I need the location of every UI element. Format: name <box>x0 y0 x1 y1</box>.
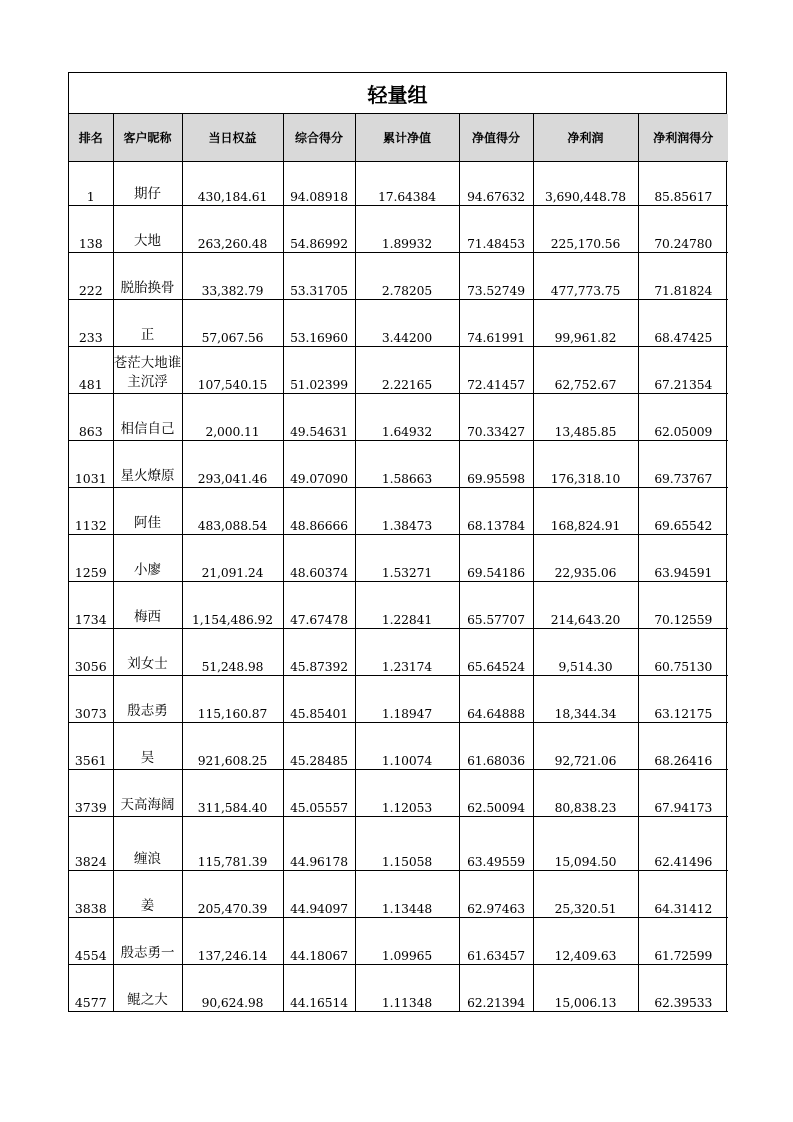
cell-net-profit: 225,170.56 <box>533 206 638 253</box>
ranking-table <box>69 114 728 1012</box>
cell-cumulative-nav: 1.38473 <box>355 488 459 535</box>
cell-equity: 483,088.54 <box>182 488 283 535</box>
cell-net-profit: 80,838.23 <box>533 770 638 817</box>
cell-nav-score: 65.57707 <box>459 582 533 629</box>
cell-net-profit: 22,935.06 <box>533 535 638 582</box>
cell-total-score: 49.54631 <box>283 394 355 441</box>
cell-net-profit-score: 60.75130 <box>638 629 728 676</box>
cell-equity: 33,382.79 <box>182 253 283 300</box>
cell-rank: 481 <box>69 347 113 394</box>
cell-total-score: 44.94097 <box>283 871 355 918</box>
cell-equity: 311,584.40 <box>182 770 283 817</box>
cell-net-profit-score: 70.12559 <box>638 582 728 629</box>
cell-nav-score: 61.68036 <box>459 723 533 770</box>
cell-cumulative-nav: 1.12053 <box>355 770 459 817</box>
cell-net-profit: 13,485.85 <box>533 394 638 441</box>
table-row <box>69 441 728 488</box>
cell-nav-score: 64.64888 <box>459 676 533 723</box>
cell-nickname: 大地 <box>113 206 182 253</box>
cell-nickname: 殷志勇 <box>113 676 182 723</box>
table-row <box>69 871 728 918</box>
cell-rank: 1132 <box>69 488 113 535</box>
cell-net-profit-score: 62.05009 <box>638 394 728 441</box>
cell-net-profit: 15,006.13 <box>533 965 638 1012</box>
cell-nickname: 天高海阔 <box>113 770 182 817</box>
cell-nav-score: 69.54186 <box>459 535 533 582</box>
table-row <box>69 676 728 723</box>
cell-equity: 107,540.15 <box>182 347 283 394</box>
table-row <box>69 723 728 770</box>
col-total-score: 综合得分 <box>283 114 355 162</box>
cell-cumulative-nav: 1.22841 <box>355 582 459 629</box>
col-net-profit-score: 净利润得分 <box>638 114 728 162</box>
cell-equity: 137,246.14 <box>182 918 283 965</box>
cell-nickname: 梅西 <box>113 582 182 629</box>
cell-nickname: 刘女士 <box>113 629 182 676</box>
table-row <box>69 535 728 582</box>
cell-equity: 430,184.61 <box>182 162 283 206</box>
cell-nav-score: 68.13784 <box>459 488 533 535</box>
cell-equity: 90,624.98 <box>182 965 283 1012</box>
cell-equity: 2,000.11 <box>182 394 283 441</box>
cell-cumulative-nav: 1.23174 <box>355 629 459 676</box>
cell-cumulative-nav: 1.58663 <box>355 441 459 488</box>
table-row <box>69 582 728 629</box>
cell-total-score: 48.86666 <box>283 488 355 535</box>
table-row <box>69 965 728 1012</box>
col-net-profit: 净利润 <box>533 114 638 162</box>
cell-rank: 4577 <box>69 965 113 1012</box>
cell-cumulative-nav: 17.64384 <box>355 162 459 206</box>
cell-cumulative-nav: 1.15058 <box>355 817 459 871</box>
sheet-title: 轻量组 <box>69 73 726 114</box>
cell-total-score: 47.67478 <box>283 582 355 629</box>
cell-cumulative-nav: 1.10074 <box>355 723 459 770</box>
cell-nav-score: 74.61991 <box>459 300 533 347</box>
cell-equity: 263,260.48 <box>182 206 283 253</box>
cell-net-profit: 3,690,448.78 <box>533 162 638 206</box>
cell-cumulative-nav: 1.13448 <box>355 871 459 918</box>
cell-nav-score: 94.67632 <box>459 162 533 206</box>
table-row <box>69 488 728 535</box>
cell-cumulative-nav: 2.78205 <box>355 253 459 300</box>
cell-nav-score: 73.52749 <box>459 253 533 300</box>
cell-net-profit-score: 69.73767 <box>638 441 728 488</box>
cell-rank: 3838 <box>69 871 113 918</box>
cell-equity: 57,067.56 <box>182 300 283 347</box>
cell-nickname: 鲲之大 <box>113 965 182 1012</box>
cell-net-profit-score: 62.41496 <box>638 817 728 871</box>
cell-cumulative-nav: 1.53271 <box>355 535 459 582</box>
cell-net-profit: 477,773.75 <box>533 253 638 300</box>
cell-net-profit-score: 85.85617 <box>638 162 728 206</box>
cell-total-score: 45.85401 <box>283 676 355 723</box>
cell-rank: 1734 <box>69 582 113 629</box>
table-row <box>69 253 728 300</box>
cell-nav-score: 70.33427 <box>459 394 533 441</box>
cell-equity: 51,248.98 <box>182 629 283 676</box>
cell-equity: 293,041.46 <box>182 441 283 488</box>
cell-nickname: 小廖 <box>113 535 182 582</box>
cell-nickname: 星火燎原 <box>113 441 182 488</box>
cell-total-score: 44.16514 <box>283 965 355 1012</box>
cell-net-profit: 9,514.30 <box>533 629 638 676</box>
cell-cumulative-nav: 1.18947 <box>355 676 459 723</box>
cell-total-score: 49.07090 <box>283 441 355 488</box>
cell-nickname: 吴 <box>113 723 182 770</box>
cell-net-profit-score: 68.47425 <box>638 300 728 347</box>
cell-nav-score: 65.64524 <box>459 629 533 676</box>
table-row <box>69 206 728 253</box>
cell-total-score: 45.28485 <box>283 723 355 770</box>
cell-equity: 921,608.25 <box>182 723 283 770</box>
cell-rank: 3056 <box>69 629 113 676</box>
cell-total-score: 94.08918 <box>283 162 355 206</box>
cell-total-score: 53.31705 <box>283 253 355 300</box>
cell-net-profit: 214,643.20 <box>533 582 638 629</box>
cell-rank: 1 <box>69 162 113 206</box>
table-row <box>69 629 728 676</box>
cell-net-profit: 15,094.50 <box>533 817 638 871</box>
cell-net-profit-score: 71.81824 <box>638 253 728 300</box>
cell-total-score: 44.96178 <box>283 817 355 871</box>
cell-rank: 3824 <box>69 817 113 871</box>
cell-rank: 1031 <box>69 441 113 488</box>
cell-cumulative-nav: 1.11348 <box>355 965 459 1012</box>
table-row <box>69 770 728 817</box>
cell-rank: 4554 <box>69 918 113 965</box>
cell-equity: 115,781.39 <box>182 817 283 871</box>
cell-rank: 3561 <box>69 723 113 770</box>
cell-rank: 1259 <box>69 535 113 582</box>
cell-rank: 138 <box>69 206 113 253</box>
cell-nav-score: 63.49559 <box>459 817 533 871</box>
cell-nickname: 期仔 <box>113 162 182 206</box>
cell-net-profit-score: 67.94173 <box>638 770 728 817</box>
cell-net-profit-score: 62.39533 <box>638 965 728 1012</box>
col-equity: 当日权益 <box>182 114 283 162</box>
header-row <box>69 114 728 162</box>
cell-nickname: 脱胎换骨 <box>113 253 182 300</box>
cell-nav-score: 61.63457 <box>459 918 533 965</box>
cell-nickname: 正 <box>113 300 182 347</box>
cell-net-profit: 92,721.06 <box>533 723 638 770</box>
cell-net-profit-score: 69.65542 <box>638 488 728 535</box>
col-rank: 排名 <box>69 114 113 162</box>
cell-total-score: 54.86992 <box>283 206 355 253</box>
cell-nickname: 阿佳 <box>113 488 182 535</box>
cell-cumulative-nav: 1.09965 <box>355 918 459 965</box>
cell-rank: 222 <box>69 253 113 300</box>
col-cumulative-nav: 累计净值 <box>355 114 459 162</box>
cell-net-profit-score: 68.26416 <box>638 723 728 770</box>
cell-net-profit: 18,344.34 <box>533 676 638 723</box>
cell-equity: 115,160.87 <box>182 676 283 723</box>
cell-net-profit: 12,409.63 <box>533 918 638 965</box>
cell-equity: 21,091.24 <box>182 535 283 582</box>
cell-nav-score: 62.21394 <box>459 965 533 1012</box>
cell-net-profit: 168,824.91 <box>533 488 638 535</box>
table-row <box>69 817 728 871</box>
cell-nav-score: 69.95598 <box>459 441 533 488</box>
table-row <box>69 394 728 441</box>
cell-nickname: 相信自己 <box>113 394 182 441</box>
cell-rank: 863 <box>69 394 113 441</box>
cell-nav-score: 71.48453 <box>459 206 533 253</box>
cell-total-score: 45.87392 <box>283 629 355 676</box>
ranking-sheet <box>68 72 727 1012</box>
cell-total-score: 53.16960 <box>283 300 355 347</box>
table-row <box>69 300 728 347</box>
cell-equity: 205,470.39 <box>182 871 283 918</box>
cell-net-profit-score: 63.94591 <box>638 535 728 582</box>
cell-rank: 3073 <box>69 676 113 723</box>
cell-equity: 1,154,486.92 <box>182 582 283 629</box>
cell-nav-score: 62.50094 <box>459 770 533 817</box>
table-row <box>69 162 728 206</box>
cell-cumulative-nav: 1.64932 <box>355 394 459 441</box>
cell-net-profit: 99,961.82 <box>533 300 638 347</box>
cell-cumulative-nav: 2.22165 <box>355 347 459 394</box>
cell-total-score: 51.02399 <box>283 347 355 394</box>
cell-nav-score: 72.41457 <box>459 347 533 394</box>
cell-net-profit: 176,318.10 <box>533 441 638 488</box>
col-nav-score: 净值得分 <box>459 114 533 162</box>
cell-total-score: 44.18067 <box>283 918 355 965</box>
cell-nickname: 苍茫大地谁主沉浮 <box>113 347 182 394</box>
cell-net-profit-score: 64.31412 <box>638 871 728 918</box>
cell-nickname: 殷志勇一 <box>113 918 182 965</box>
cell-net-profit-score: 61.72599 <box>638 918 728 965</box>
cell-nickname: 姜 <box>113 871 182 918</box>
table-row <box>69 918 728 965</box>
cell-net-profit: 62,752.67 <box>533 347 638 394</box>
table-row <box>69 347 728 394</box>
cell-total-score: 48.60374 <box>283 535 355 582</box>
cell-net-profit-score: 70.24780 <box>638 206 728 253</box>
cell-cumulative-nav: 1.89932 <box>355 206 459 253</box>
cell-rank: 233 <box>69 300 113 347</box>
cell-net-profit-score: 67.21354 <box>638 347 728 394</box>
cell-rank: 3739 <box>69 770 113 817</box>
col-nickname: 客户昵称 <box>113 114 182 162</box>
cell-cumulative-nav: 3.44200 <box>355 300 459 347</box>
cell-net-profit-score: 63.12175 <box>638 676 728 723</box>
cell-total-score: 45.05557 <box>283 770 355 817</box>
cell-nav-score: 62.97463 <box>459 871 533 918</box>
cell-net-profit: 25,320.51 <box>533 871 638 918</box>
cell-nickname: 缠浪 <box>113 817 182 871</box>
